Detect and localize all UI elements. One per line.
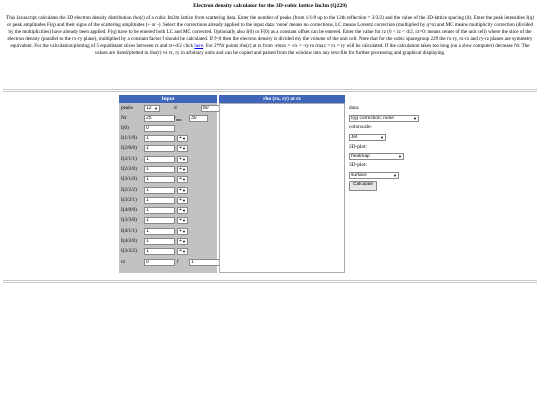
input-panel bbox=[119, 103, 217, 273]
peak-row bbox=[121, 144, 217, 153]
plot-area bbox=[219, 103, 345, 273]
peak-label: I(2/2/2) bbox=[121, 186, 137, 193]
peak-intensity-input[interactable]: 1 bbox=[144, 156, 175, 163]
plot2d-select[interactable]: heatmap ▼ bbox=[351, 154, 402, 159]
data-label: data: bbox=[349, 105, 360, 111]
rmax-label: $r_{max}$ bbox=[174, 115, 182, 123]
rz-row bbox=[121, 258, 217, 267]
data-correction-select[interactable]: I(q) correction: none ▼ bbox=[351, 116, 417, 121]
peak-row bbox=[121, 186, 217, 195]
chevron-down-icon: ▼ bbox=[182, 218, 186, 224]
i0-input[interactable]: 0 bbox=[144, 125, 175, 132]
colorscale-label: colorscale: bbox=[349, 124, 372, 130]
peak-label: I(3/2/1) bbox=[121, 196, 137, 203]
plot3d-label: 3D-plot: bbox=[349, 162, 367, 168]
peak-label: I(2/1/1) bbox=[121, 155, 137, 162]
bottom-divider bbox=[3, 280, 537, 281]
peak-intensity-input[interactable]: 1 bbox=[144, 176, 175, 183]
chevron-down-icon: ▼ bbox=[398, 154, 402, 159]
slices-link[interactable]: here bbox=[194, 43, 204, 50]
chevron-down-icon: ▼ bbox=[154, 106, 158, 111]
peak-intensity-input[interactable]: 1 bbox=[144, 217, 175, 224]
bottom-divider-secondary bbox=[3, 282, 537, 283]
peak-label: I(1/1/0) bbox=[121, 135, 137, 141]
peak-intensity-input[interactable]: 1 bbox=[144, 228, 175, 235]
i0-label: I(0) bbox=[121, 125, 129, 131]
nr-input[interactable]: 25 bbox=[144, 115, 175, 122]
peak-intensity-input[interactable]: 1 bbox=[144, 187, 175, 194]
plot2d-label: 2D-plot: bbox=[349, 144, 367, 150]
peak-sign-select[interactable]: + ▼ bbox=[179, 155, 186, 162]
nr-label: Nr bbox=[121, 115, 127, 121]
top-divider-secondary bbox=[3, 91, 537, 92]
peak-sign-select[interactable]: + ▼ bbox=[179, 207, 186, 214]
peak-sign-select[interactable]: + ▼ bbox=[179, 238, 186, 244]
top-divider bbox=[3, 89, 537, 90]
chevron-down-icon: ▼ bbox=[182, 208, 186, 214]
peak-row bbox=[121, 175, 217, 184]
peak-row bbox=[121, 227, 217, 236]
chevron-down-icon: ▼ bbox=[182, 249, 186, 255]
peak-label: I(4/2/0) bbox=[121, 238, 137, 244]
chevron-down-icon: ▼ bbox=[413, 116, 417, 121]
d-label: d bbox=[174, 105, 177, 111]
nr-row bbox=[121, 114, 217, 123]
rz-input[interactable]: 0 bbox=[144, 259, 175, 266]
input-panel-header: Input bbox=[119, 95, 217, 103]
peak-sign-select[interactable]: + ▼ bbox=[179, 196, 186, 203]
peak-label: I(3/3/2) bbox=[121, 248, 137, 255]
i0-row bbox=[121, 124, 217, 133]
intro-text-start: This Javascript calculates the 3D electron density distribution rho(r) of a cubic Im3m lattice from scattering data. Enter the number of peaks (from 1/1/0 up to the 12th reflection = 3/3/2) and the value of the 3D-lattice spacing (d). Enter the peak intensities I(q) or peak amplitudes F(q) and their signs of the scattering amplitudes (+ or -). Select the corrections already applied to the input data: 'none' means no corrections, LC means Lorentz correction (multiplied by q^n) and MC means multiplicity correction (divided by the multiplicities) have already been applied. F(q) have to be entered both LC and MC corrected. Optionally also I(0) or F(0) as a constant offset can be entered. Enter the value for rz (0 < rz < d/2, rz=0: means center of the unit cell) where the slice of the electron density (parallel to the rx-ry plane), multiplied by a constant factor f should be calculated. If f=0 then the electron density is divided my the volume of the unit cell. Note that for the cubic spacegroup 229 the rx-ry, rx-rz and ry-rz planes are symmetry equivalent. For the calculation/plotting of 5 equidistant slices between rz and rz+d/2 click bbox=[6, 15, 534, 50]
peak-intensity-input[interactable]: 1 bbox=[144, 135, 175, 142]
f-label: f bbox=[177, 259, 179, 265]
peak-row bbox=[121, 134, 217, 143]
chevron-down-icon: ▼ bbox=[182, 197, 186, 203]
peak-label: I(2/2/0) bbox=[121, 165, 137, 172]
chevron-down-icon: ▼ bbox=[182, 136, 186, 141]
peak-sign-select[interactable]: + ▼ bbox=[179, 145, 186, 152]
peak-sign-select[interactable]: + ▼ bbox=[179, 248, 186, 255]
peak-row bbox=[121, 165, 217, 174]
peak-sign-select[interactable]: + ▼ bbox=[179, 186, 186, 193]
peaks-row bbox=[121, 104, 217, 113]
peak-sign-select[interactable]: + ▼ bbox=[179, 176, 186, 183]
chevron-down-icon: ▼ bbox=[182, 228, 186, 234]
chevron-down-icon: ▼ bbox=[182, 146, 186, 152]
peak-label: I(2/0/0) bbox=[121, 145, 137, 152]
rmax-input[interactable]: 30 bbox=[189, 115, 208, 122]
plot3d-select[interactable]: surface ▼ bbox=[351, 173, 397, 178]
peak-row bbox=[121, 155, 217, 164]
peak-intensity-input[interactable]: 1 bbox=[144, 238, 175, 245]
peak-label: I(3/1/0) bbox=[121, 176, 137, 183]
peak-label: I(4/1/1) bbox=[121, 227, 137, 234]
peak-sign-select[interactable]: + ▼ bbox=[179, 227, 186, 234]
peak-intensity-input[interactable]: 1 bbox=[144, 197, 175, 204]
peak-row bbox=[121, 196, 217, 205]
peak-intensity-input[interactable]: 1 bbox=[144, 207, 175, 214]
peak-row bbox=[121, 237, 217, 246]
peak-row bbox=[121, 247, 217, 256]
chevron-down-icon: ▼ bbox=[380, 135, 384, 140]
d-input[interactable]: 80 bbox=[201, 105, 232, 112]
chevron-down-icon: ▼ bbox=[393, 173, 397, 178]
peaks-label: peaks bbox=[121, 105, 133, 111]
intro-text-end: . For 2*Nr points rho(r) at rz from -rmax = -rx = -ry to rmax = rx = ry will be calculated. If the calculation takes too long (on a slow computer) decrease Nr. The values are listed/plotted in rho(r) vs rx, ry in arbitrary units and can be copied and pasted from the window into any text-file for further processing and graphical displaying. bbox=[94, 43, 530, 57]
chevron-down-icon: ▼ bbox=[182, 239, 186, 244]
peak-intensity-input[interactable]: 1 bbox=[144, 145, 175, 152]
rz-label: rz bbox=[121, 259, 126, 265]
chevron-down-icon: ▼ bbox=[182, 166, 186, 172]
chevron-down-icon: ▼ bbox=[182, 187, 186, 193]
chevron-down-icon: ▼ bbox=[182, 177, 186, 183]
calculate-button[interactable]: Calculate bbox=[349, 181, 377, 191]
peak-label: I(4/0/0) bbox=[121, 207, 137, 214]
intro-text bbox=[6, 15, 534, 58]
peak-sign-select[interactable]: + ▼ bbox=[179, 217, 186, 224]
f-input[interactable]: 1 bbox=[189, 259, 220, 266]
colorscale-select[interactable]: Jet ▼ bbox=[351, 135, 384, 140]
chevron-down-icon: ▼ bbox=[182, 156, 186, 162]
peak-intensity-input[interactable]: 1 bbox=[144, 166, 175, 173]
peak-sign-select[interactable]: + ▼ bbox=[179, 135, 186, 141]
peak-row bbox=[121, 206, 217, 215]
plot-panel-header: rho (rx, ry) at rz bbox=[219, 95, 345, 103]
peak-row bbox=[121, 216, 217, 225]
page-title: Electron density calculator for the 3D-cubic lattice Im3m (Q229) bbox=[193, 3, 347, 9]
peak-intensity-input[interactable]: 1 bbox=[144, 248, 175, 255]
peaks-select[interactable]: 12 ▼ bbox=[146, 105, 158, 111]
peak-label: I(3/3/0) bbox=[121, 217, 137, 224]
peak-sign-select[interactable]: + ▼ bbox=[179, 165, 186, 172]
